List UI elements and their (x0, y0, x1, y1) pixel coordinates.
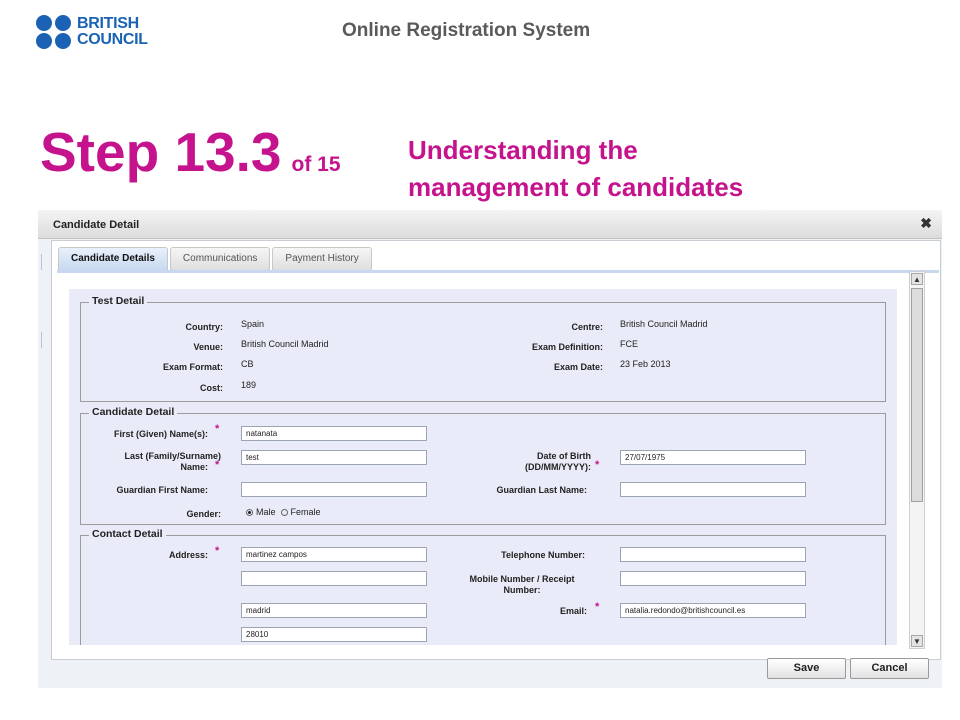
gender-female-radio[interactable] (281, 509, 288, 516)
guardian-first-name-label: Guardian First Name: (116, 485, 208, 495)
address-line-4-input[interactable] (241, 627, 427, 642)
email-input[interactable] (620, 603, 806, 618)
centre-label: Centre: (571, 322, 603, 332)
step-number: Step 13.3 (40, 121, 282, 183)
last-name-label-line-1: Last (Family/Surname) (124, 451, 221, 461)
logo-dots-icon (36, 15, 72, 49)
exam-format-label: Exam Format: (162, 362, 223, 372)
required-marker: * (595, 601, 600, 613)
system-title: Online Registration System (342, 20, 591, 41)
candidate-detail-legend: Candidate Detail (89, 406, 177, 418)
gender-label: Gender: (186, 509, 221, 519)
mobile-label (381, 574, 583, 596)
gender-radio-group (246, 507, 321, 517)
step-heading (40, 121, 341, 183)
venue-value: British Council Madrid (241, 339, 329, 349)
dob-label-line-2: (DD/MM/YYYY): (525, 462, 591, 472)
exam-format-value: CB (241, 359, 254, 369)
side-divider (41, 332, 42, 348)
contact-detail-fieldset (80, 528, 886, 645)
gender-male-label: Male (256, 507, 276, 517)
contact-detail-legend: Contact Detail (89, 528, 166, 540)
telephone-label: Telephone Number: (501, 550, 585, 560)
cost-label: Cost: (200, 383, 223, 393)
guardian-last-name-input[interactable] (620, 482, 806, 497)
logo-line-1: BRITISH (77, 15, 139, 32)
first-name-label: First (Given) Name(s): (113, 429, 208, 439)
window-title-bar (38, 210, 942, 239)
scroll-thumb[interactable] (911, 288, 923, 502)
step-of: of 15 (291, 153, 341, 176)
close-icon[interactable]: ✖ (920, 215, 932, 231)
british-council-logo (36, 15, 148, 49)
address-label: Address: (168, 550, 208, 560)
cost-value: 189 (241, 380, 257, 390)
cancel-button[interactable]: Cancel (850, 658, 929, 679)
tab-bar (58, 247, 374, 269)
exam-date-value: 23 Feb 2013 (620, 359, 671, 369)
mobile-input[interactable] (620, 571, 806, 586)
logo-line-2: COUNCIL (77, 31, 148, 48)
form-scrollbar[interactable] (909, 271, 925, 649)
step-description-line-2: management of candidates (408, 172, 744, 202)
gender-male-radio[interactable] (246, 509, 253, 516)
country-value: Spain (241, 319, 265, 329)
email-label: Email: (559, 606, 587, 616)
side-divider (41, 254, 42, 270)
dob-label (381, 451, 591, 473)
required-marker: * (595, 459, 600, 471)
exam-date-label: Exam Date: (553, 362, 603, 372)
country-label: Country: (185, 322, 223, 332)
candidate-dialog (51, 240, 941, 660)
gender-female-label: Female (290, 507, 321, 517)
scroll-down-icon[interactable]: ▼ (911, 635, 923, 647)
step-description-line-1: Understanding the (408, 135, 638, 165)
mobile-label-line-1: Mobile Number / Receipt (469, 574, 575, 584)
test-detail-legend: Test Detail (89, 295, 147, 307)
candidate-detail-window (38, 210, 942, 688)
tab-communications[interactable]: Communications (170, 247, 270, 270)
logo-text (77, 16, 148, 48)
scroll-up-icon[interactable]: ▲ (911, 273, 923, 285)
last-name-label-line-2: Name: (180, 462, 208, 472)
guardian-last-name-label: Guardian Last Name: (496, 485, 587, 495)
required-marker: * (215, 459, 220, 471)
exam-definition-value: FCE (620, 339, 638, 349)
mobile-label-line-2: Number: (503, 585, 541, 595)
tab-candidate-details[interactable]: Candidate Details (58, 247, 168, 270)
centre-value: British Council Madrid (620, 319, 708, 329)
tab-underline (57, 270, 939, 273)
test-detail-fieldset (80, 295, 886, 402)
save-button[interactable]: Save (767, 658, 846, 679)
dob-input[interactable] (620, 450, 806, 465)
last-name-label (81, 451, 221, 473)
window-title: Candidate Detail (53, 219, 140, 231)
form-content (69, 289, 897, 645)
telephone-input[interactable] (620, 547, 806, 562)
exam-definition-label: Exam Definition: (531, 342, 603, 352)
tab-payment-history[interactable]: Payment History (272, 247, 371, 270)
required-marker: * (215, 423, 220, 435)
dob-label-line-1: Date of Birth (537, 451, 591, 461)
candidate-detail-fieldset (80, 406, 886, 525)
venue-label: Venue: (193, 342, 223, 352)
required-marker: * (215, 545, 220, 557)
first-name-input[interactable] (241, 426, 427, 441)
step-description (408, 132, 743, 206)
